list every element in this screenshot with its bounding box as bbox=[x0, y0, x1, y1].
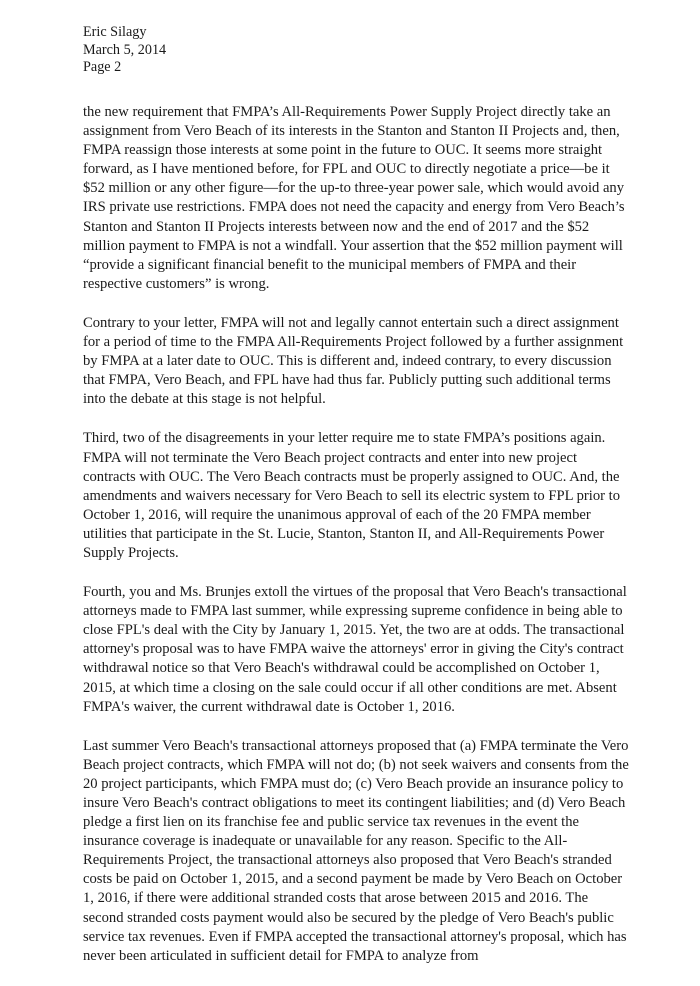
paragraph-contrary: Contrary to your letter, FMPA will not and legally cannot entertain such a direct assignment for a period of time to the FMPA All-Requirements Project followed by a further assignment by FMPA at a later date to OUC. This is different and, indeed contrary, to every discussion that FMPA, Vero Beach, and FPL have had thus far. Publicly putting such additional terms into the debate at this stage is not helpful. bbox=[83, 314, 624, 408]
letter-body bbox=[83, 103, 631, 986]
paragraph-continuation: the new requirement that FMPA’s All-Requirements Power Supply Project directly take an assignment from Vero Beach of its interests in the Stanton and Stanton II Projects and, then, FMPA reassign those interests at some point in the future to OUC. It seems more straight forward, as I have mentioned before, for FPL and OUC to directly negotiate a price—be it $52 million or any other figure—for the up-to three-year power sale, which would avoid any IRS private use restrictions. FMPA does not need the capacity and energy from Vero Beach’s Stanton and Stanton II Projects interests between now and the end of 2017 and the $52 million payment to FMPA is not a windfall. Your assertion that the $52 million payment will “provide a significant financial benefit to the municipal members of FMPA and their respective customers” is wrong. bbox=[83, 104, 625, 292]
paragraph-last-summer: Last summer Vero Beach's transactional attorneys proposed that (a) FMPA terminate the Vero Beach project contracts, which FMPA will not do; (b) not seek waivers and consents from the 20 project participants, which FMPA must do; (c) Vero Beach provide an insurance policy to insure Vero Beach's contract obligations to meet its contingent liabilities; and (d) Vero Beach pledge a first lien on its franchise fee and public service tax revenues in the event the insurance coverage is inadequate or unavailable for any reason. Specific to the All-Requirements Project, the transactional attorneys also proposed that Vero Beach's stranded costs be paid on October 1, 2015, and a second payment be made by Vero Beach on October 1, 2016, if there were additional stranded costs that arose between 2015 and 2016. The second stranded costs payment would also be secured by the pledge of Vero Beach's public service tax revenues. Even if FMPA accepted the transactional attorney's proposal, which has never been articulated in sufficient detail for FMPA to analyze from bbox=[83, 737, 629, 964]
page-number: Page 2 bbox=[83, 59, 122, 75]
paragraph-third: Third, two of the disagreements in your letter require me to state FMPA’s positions again. FMPA will not terminate the Vero Beach project contracts and enter into new project contracts with OUC. The Vero Beach contracts must be properly assigned to OUC. And, the amendments and waivers necessary for Vero Beach to sell its electric system to FPL prior to October 1, 2016, will require the unanimous approval of each of the 20 FMPA member utilities that participate in the St. Lucie, Stanton, Stanton II, and All-Requirements Power Supply Projects. bbox=[83, 430, 620, 561]
paragraph-fourth: Fourth, you and Ms. Brunjes extoll the virtues of the proposal that Vero Beach's transactional attorneys made to FMPA last summer, while expressing supreme confidence in being able to close FPL's deal with the City by January 1, 2015. Yet, the two are at odds. The transactional attorney's proposal was to have FMPA waive the attorneys' error in giving the City's contract withdrawal notice so that Vero Beach's withdrawal could be accomplished on October 1, 2015, at which time a closing on the sale could occur if all other conditions are met. Absent FMPA's waiver, the current withdrawal date is October 1, 2016. bbox=[83, 584, 627, 715]
letter-date: March 5, 2014 bbox=[83, 41, 167, 58]
recipient-name: Eric Silagy bbox=[83, 24, 147, 40]
letter-header bbox=[83, 24, 166, 77]
